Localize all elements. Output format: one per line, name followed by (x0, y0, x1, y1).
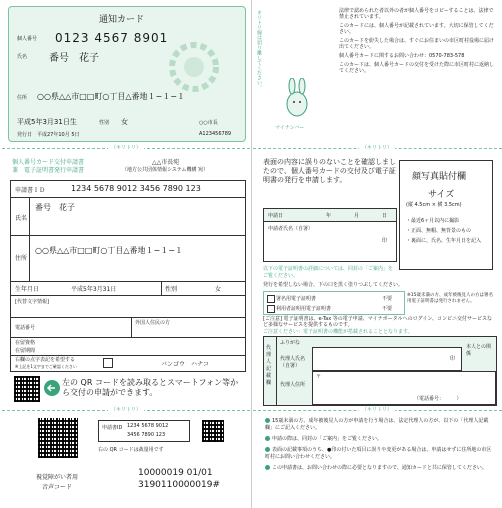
bottom-id-box (98, 420, 190, 442)
kana-checkbox[interactable] (103, 358, 113, 368)
cert1-checkbox[interactable] (267, 295, 275, 303)
birth-value: 平成5年3月31日 (71, 286, 117, 293)
card-number: 0123 4567 8901 (55, 31, 169, 45)
card-name: 番号 花子 (49, 53, 99, 64)
card-address: ○○県△△市□□町○丁目△番地１−１−１ (37, 92, 185, 101)
relation-label: 本人との関係 (466, 344, 492, 357)
phone-row (11, 317, 245, 338)
proxy-row (11, 295, 245, 318)
foreign-label: 外国人住民の方 (135, 320, 171, 326)
id-value: 1234 5678 9012 3456 7890 123 (71, 184, 201, 193)
card-mayor: ○○市長 (199, 120, 218, 126)
info-note: [ご注意] 電子証明書は、e-Tax 等の電子申請、マイナポータルへのログイン、コンビニ交付サービスなど多様なサービスを提供するものです。 (263, 316, 493, 328)
footer-note-1: 15歳未満の方、成年被後見人の方が申請を行う場合は、法定代理人の方が、以下の「代理人記載欄」にご記入ください。 (265, 418, 489, 431)
cert-note: ※15歳未満の方、成年被後見人の方は署名用電子証明書は発行されません。 (407, 293, 493, 304)
note-1: 法律で認められた者以外の者が個人番号をコピーすることは、法律で禁止されています。 (339, 8, 494, 20)
card-issue-label: 発行日 (17, 132, 33, 138)
proxy-name-field[interactable] (312, 347, 462, 371)
right-page (253, 0, 502, 508)
sign-box (263, 208, 397, 262)
cert-box (263, 291, 405, 315)
bottom-id-value2: 3456 7890 123 (127, 432, 166, 438)
proxy-side: 代理人記載欄 (266, 345, 272, 386)
note-4: 個人番号カードに関するお問い合わせ：0570-783-578 (339, 53, 465, 59)
status-label: 在留資格 (15, 340, 36, 346)
sex-label: 性別 (165, 286, 178, 293)
side-text: キリトリ線は切り離してください。 (256, 10, 262, 90)
kana-label: 右欄の点字表記を希望する (15, 357, 76, 363)
birth-row (11, 281, 245, 296)
address-value: ○○県△△市□□町○丁目△番地１−１−１ (35, 246, 183, 255)
mascot-icon (281, 78, 313, 118)
kana-row (11, 355, 245, 371)
form-header-right2: （地方公共団体情報システム機構 宛） (122, 167, 209, 173)
flower-pattern-icon (159, 37, 229, 97)
photo-title: 顔写真貼付欄 (412, 172, 467, 182)
footer-notes (265, 418, 495, 472)
mascot-label: マイナンバー (275, 125, 305, 131)
seal-label: 印 (382, 238, 388, 244)
post-mark: 〒 (316, 374, 322, 380)
month-label: 月 (354, 213, 360, 219)
footer-note-2: 申請の際は、同封の「ご案内」をご覧ください。 (272, 436, 383, 442)
cert-header: 発行を希望しない場合、下の口を黒く塗りつぶしてください。 (263, 282, 404, 288)
proxy-seal: 印 (450, 356, 456, 362)
qr-caption: 右の QR コードは裁量用です (98, 447, 164, 453)
cut-label-right-2: （キリトリ） (359, 406, 395, 413)
card-birth: 平成5年3月31日生 (17, 118, 77, 126)
proxy-name-label: 代理人氏名（自署） (280, 356, 306, 369)
arrow-left-icon (44, 380, 60, 396)
cert1-label: 署名用電子証明書 (276, 296, 317, 302)
date-label: 申請日 (268, 213, 284, 219)
date-row (264, 209, 396, 222)
voice-label2: 音声コード (42, 484, 73, 491)
photo-size-title: サイズ (428, 190, 455, 200)
note-5: このカードは、個人番号カードの交付を受けた際に市区町村に返納してください。 (339, 62, 495, 74)
footer-note-4: この申請書は、お問い合わせの際に必要となりますので、通知カードと共に保管してください。 (272, 465, 487, 471)
furigana-label: ふりがな (280, 340, 301, 346)
voice-code-icon (38, 418, 78, 458)
cert1-none: 不要 (382, 296, 393, 302)
birth-label: 生年月日 (15, 286, 40, 293)
page-divider (251, 0, 252, 508)
cert2-label: 利用者証明用電子証明書 (276, 306, 332, 312)
small-qr-icon (202, 420, 224, 442)
qr-code-icon[interactable] (14, 376, 40, 402)
name-label: 氏名 (15, 215, 28, 222)
photo-size: (縦 4.5cm × 横 3.5cm) (406, 202, 462, 208)
card-serial: A123456789 (199, 131, 232, 137)
cert2-none: 不要 (382, 306, 393, 312)
code1: 10000019 01/01 (138, 468, 213, 478)
form-header-right1: △△市長宛 (152, 159, 180, 166)
kana-value: バンゴウ ハナコ (161, 361, 209, 368)
name-value: 番号 花子 (35, 203, 75, 212)
address-row (11, 235, 245, 282)
period-label: 在留期間 (15, 348, 36, 354)
note-2: このカードには、個人番号が記載されています。大切に保管してください。 (339, 23, 494, 35)
notification-card (8, 6, 246, 142)
card-number-label: 個人番号 (17, 36, 38, 42)
sign-label: 申請者氏名（自署） (268, 226, 314, 232)
kana-sub: ※上記を1文字までご確認ください (15, 364, 77, 369)
photo-rule-1: ・最近6ヶ月以内に撮影 (406, 218, 460, 224)
address-label: 住所 (15, 255, 28, 262)
application-form (10, 180, 246, 372)
day-label: 日 (382, 213, 388, 219)
photo-box (399, 160, 493, 270)
cut-label: （キリトリ） (108, 144, 144, 151)
card-address-label: 住所 (17, 95, 28, 101)
name-row (11, 197, 245, 236)
proxy-box (263, 336, 497, 406)
code2: 3190110000019# (138, 480, 220, 490)
id-label: 申請書ＩＤ (15, 187, 46, 194)
card-sex: 女 (121, 118, 128, 126)
phone-label: 電話番号 (15, 325, 36, 331)
cut-label-2: （キリトリ） (108, 406, 144, 413)
bottom-id-value1: 1234 5678 9012 (127, 423, 169, 429)
intro-text: 表面の内容に誤りのないことを確認しましたので、個人番号カードの交付及び電子証明書の発行を申請します。 (263, 158, 396, 184)
left-page (2, 0, 250, 508)
proxy-phone: （電話番号： ） (414, 396, 462, 402)
proxy-addr-field[interactable] (312, 371, 496, 405)
photo-rule-2: ・正面、無帽、無背景のもの (406, 228, 472, 234)
voice-label1: 視覚障がい者用 (36, 474, 79, 481)
cut-label-right: （キリトリ） (359, 144, 395, 151)
cert2-checkbox[interactable] (267, 305, 275, 313)
id-row (11, 181, 245, 198)
card-sex-label: 性別 (99, 120, 110, 126)
footer-note-3: 表面の記載事項のうち、●印の付いた項目に誤りや変更がある場合は、申請はせずに住所地の市区町村にお問い合わせください。 (265, 447, 492, 460)
card-issue-date: 平成27年10月 5日 (37, 132, 80, 138)
form-header-left1: 個人番号カード交付申請書 (12, 159, 85, 166)
proxy-header: ご注意ください：電子証明書の機能が搭載されることとなります。 (263, 329, 413, 335)
qr-notice: 左の QR コードを読み取るとスマートフォン等から交付の申請ができます。 (62, 378, 239, 397)
green-note: 以下の電子証明書の詳細については、同封の「ご案内」をご覧ください。 (263, 266, 393, 279)
year-label: 年 (326, 213, 332, 219)
form-header-left2: 兼 電子証明書発行申請書 (12, 167, 85, 174)
proxy-label: [代替文字情報] (15, 299, 49, 305)
notes-list (339, 8, 497, 74)
note-3: このカードを紛失した場合は、すぐにお住まいの市区町村役場に届け出てください。 (339, 38, 495, 50)
card-title: 通知カード (99, 15, 145, 25)
bottom-id-label: 申請書ID (102, 425, 123, 431)
photo-rule-3: ・裏面に、氏名、生年月日を記入 (406, 238, 482, 244)
proxy-addr-label: 代理人住所 (280, 382, 306, 388)
status-row (11, 337, 245, 356)
card-name-label: 氏名 (17, 54, 28, 60)
sex-value: 女 (215, 286, 222, 293)
